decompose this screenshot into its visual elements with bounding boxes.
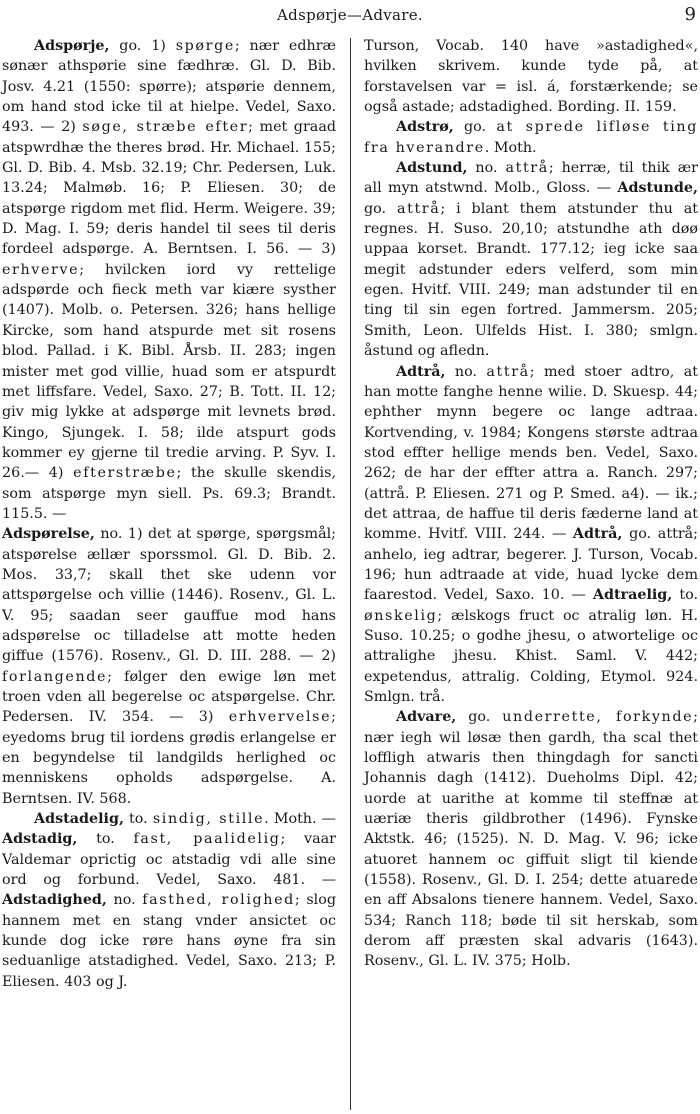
headword: Adstadig, bbox=[2, 831, 78, 848]
headword: Adtrå, bbox=[396, 363, 446, 380]
entry-text: ; følger den ewige løn met troen vden all begerelse oc atspørgelse. Chr. Pedersen. IV. 354. — 3) bbox=[2, 668, 336, 726]
definition-text: underrette, forkynde bbox=[502, 709, 694, 726]
entry-text: no. bbox=[467, 160, 506, 177]
entry-text: go. bbox=[456, 709, 503, 726]
definition-text: spørge bbox=[175, 38, 235, 54]
definition-text: attrå bbox=[486, 363, 530, 380]
entry-text: go. 1) bbox=[109, 38, 176, 54]
right-column bbox=[364, 36, 698, 972]
entry-text: ; herræ, til thik ær all myn atstwnd. Molb., Gloss. — bbox=[364, 160, 699, 197]
definition-text: fast, paalidelig bbox=[133, 831, 281, 848]
column-divider bbox=[350, 38, 351, 1110]
headword: Adstunde, bbox=[617, 180, 698, 197]
headword: Advare, bbox=[396, 709, 457, 726]
definition-text: attrå bbox=[505, 160, 549, 177]
entry-text: ; nær iegh wil løsæ then gardh, tha scal thet loffligh atwaris then thingdagh for sancti Johannis dagh (1412). Dueholms Dipl. 42; uorde at uarithe at komme til steffnæ at uæriæ theris gildbrother (1496). Fynske Aktstk. 46; (1525). N. D. Mag. V. 96; icke atuoret hannem oc giffuit sligt til kiende (1558). Rosenv., Gl. D. I. 254; dette atuarede en aff Absalons tienere hannem. Vedel, Saxo. 534; Ranch 118; bøde til sit herskab, som derom aff præsten skal advaris (1643). Rosenv., Gl. L. IV. 375; Holb. bbox=[364, 709, 698, 970]
dictionary-entry bbox=[2, 36, 336, 524]
dictionary-entry bbox=[364, 117, 698, 158]
dictionary-entry bbox=[364, 707, 698, 971]
entry-text: ; slog hannem met en stang vnder ansictet oc kunde dog icke røre hans øyne fra sin seduanlige atstadighed. Vedel, Saxo. 213; P. Eliesen. 403 og J. bbox=[2, 892, 336, 990]
page-header bbox=[0, 0, 700, 34]
headword: Adspørje, bbox=[34, 38, 110, 54]
entry-text: Turson, Vocab. 140 have »astadighed«, hvilken skrivem. kunde tyde på, at forstavelsen var = isl. á, forstærkende; se også astade; adstadighed. Bording. II. 159. bbox=[364, 38, 698, 116]
entry-text: . Moth. — bbox=[264, 811, 336, 828]
entry-text: go. attrå; anhelo, ieg adtrar, begerer. J. Turson, Vocab. 196; hun adtraade at vide, huad lycke dem faarestod. Vedel, Saxo. 10. — bbox=[364, 526, 698, 604]
entry-text: ; hvilcken iord vy rettelige adspørde och fieck meth var kiære systher (1407). Molb. o. Petersen. 326; hans hellige Kircke, som hand atspurde met sit rosens blod. Pallad. i K. Bibl. Årsb. II. 283; ingen mister met god villie, huad som er atspurdt met liffsfare. Vedel, Saxo. 27; B. Tott. II. 12; giv mig lykke at adspørge mit levnets brød. Kingo, Sjungek. I. 58; ilde atspurt gods kommer ey gjerne til tredie arving. P. Syv. I. 26.— 4) bbox=[2, 261, 336, 482]
headword: Adspørelse, bbox=[2, 526, 95, 543]
entry-text: ; i blant them atstunder thu at regnes. H. Suso. 20,10; atstundhe ath døø uppaa korset. Brandt. 177.12; ieg icke saa megit adstunder eders velferd, som min egen. Hvitf. VIII. 249; man adstunder til en ting til sin egen fortred. Jammersm. 205; Smith, Leon. Ulfelds Hist. I. 380; smlgn. åstund og afledn. bbox=[364, 200, 698, 360]
entry-text: no. bbox=[106, 892, 143, 909]
page-number: 9 bbox=[684, 4, 696, 25]
definition-text: attrå bbox=[396, 200, 441, 217]
entry-text: to. bbox=[672, 587, 698, 604]
left-column bbox=[2, 36, 336, 992]
entry-text: go. bbox=[364, 200, 397, 217]
headword: Adstadighed, bbox=[2, 892, 107, 909]
dictionary-entry bbox=[364, 36, 698, 117]
entry-text: ; the skulle skendis, som atspørge myn siell. Ps. 69.3; Brandt. 115.5. — bbox=[2, 465, 336, 522]
entry-text: no. 1) det at spørge, spørgsmål; atspørelse ællær sporssmol. Gl. D. Bib. 2. Mos. 33,7; skall thet ske udenn vor attspørgelse och villie (1446). Rosenv., Gl. L. V. 95; saadan seer gauffue mod hans adspørelse oc tilladelse att motte heden giffue (1576). Rosenv., Gl. D. III. 288. — 2) bbox=[2, 526, 336, 665]
entry-text: go. bbox=[453, 119, 497, 136]
dictionary-entry bbox=[364, 158, 698, 361]
entry-text: . Moth. bbox=[484, 139, 537, 156]
headword: Adstund, bbox=[396, 160, 468, 177]
headword: Adstrø, bbox=[396, 119, 454, 136]
entry-text: ; ælskogs fruct oc atralig løn. H. Suso. 10.25; o godhe jhesu, o atwortelige oc attralighe jhesu. Khist. Saml. V. 442; expetendus, attralig. Colding, Etymol. 924. Smlgn. trå. bbox=[364, 607, 698, 705]
dictionary-entry bbox=[364, 362, 698, 708]
headword: Adtrå, bbox=[572, 526, 623, 543]
entry-text: ; met graad atspwrdhæ the theres brød. Hr. Michael. 155; Gl. D. Bib. 4. Msb. 32.19; Chr. Pedersen, Luk. 13.24; Malmøb. 16; P. Eliesen. 30; de atspørge rigdom met flid. Herm. Weigere. 39; D. Mag. I. 59; deris handel til sees til deris fordeel adspørge. A. Berntsen. I. 56. — 3) bbox=[2, 119, 336, 258]
entry-text: ; med stoer adtro, at han motte fanghe henne wilie. D. Skuesp. 44; ephther mynn begere oc lange adtraa. Kortvending, v. 1984; Kongens største adtraa stod effter hellige mends ben. Vedel, Saxo. 262; de har der effter attra a. Ranch. 297; (attrå. P. Eliesen. 271 og P. Smed. a4). — ik.; det attraa, de haffue til deris fæderne land at komme. Hvitf. VIII. 244. — bbox=[364, 363, 698, 543]
dictionary-entry bbox=[2, 809, 336, 992]
entry-text: ; vaar Valdemar oprictig oc atstadig vdi alle sine ord og forbund. Vedel, Saxo. 481. — bbox=[2, 831, 336, 889]
definition-text: forlangende bbox=[2, 668, 108, 685]
definition-text: efterstræbe bbox=[73, 465, 177, 482]
definition-text: erhverve bbox=[2, 261, 80, 278]
headword: Adstadelig, bbox=[34, 811, 124, 828]
entry-text: no. bbox=[445, 363, 487, 380]
definition-text: sindig, stille bbox=[152, 811, 265, 828]
entry-text: to. bbox=[123, 811, 153, 828]
definition-text: at sprede lifløse ting fra hverandre bbox=[364, 119, 698, 156]
entry-text: to. bbox=[77, 831, 134, 848]
entry-text: ; eyedoms brug til iordens grødis erlangelse er en begyndelse til landgilds herlighed oc menniskens opholds adspørgelse. A. Berntsen. IV. 568. bbox=[2, 709, 336, 807]
definition-text: erhvervelse bbox=[228, 709, 332, 726]
definition-text: søge, stræbe efter bbox=[82, 119, 249, 136]
definition-text: fasthed, rolighed bbox=[142, 892, 295, 909]
dictionary-entry bbox=[2, 524, 336, 809]
running-title: Adspørje—Advare. bbox=[277, 6, 423, 24]
entry-text: ; nær edhræ sønær athspørie sine fædhræ. Gl. D. Bib. Josv. 4.21 (1550: spørre); atspørie dennem, om hand stod icke til at hielpe. Vedel, Saxo. 493. — 2) bbox=[2, 38, 336, 136]
definition-text: ønskelig bbox=[364, 607, 438, 624]
headword: Adtraelig, bbox=[592, 587, 673, 604]
